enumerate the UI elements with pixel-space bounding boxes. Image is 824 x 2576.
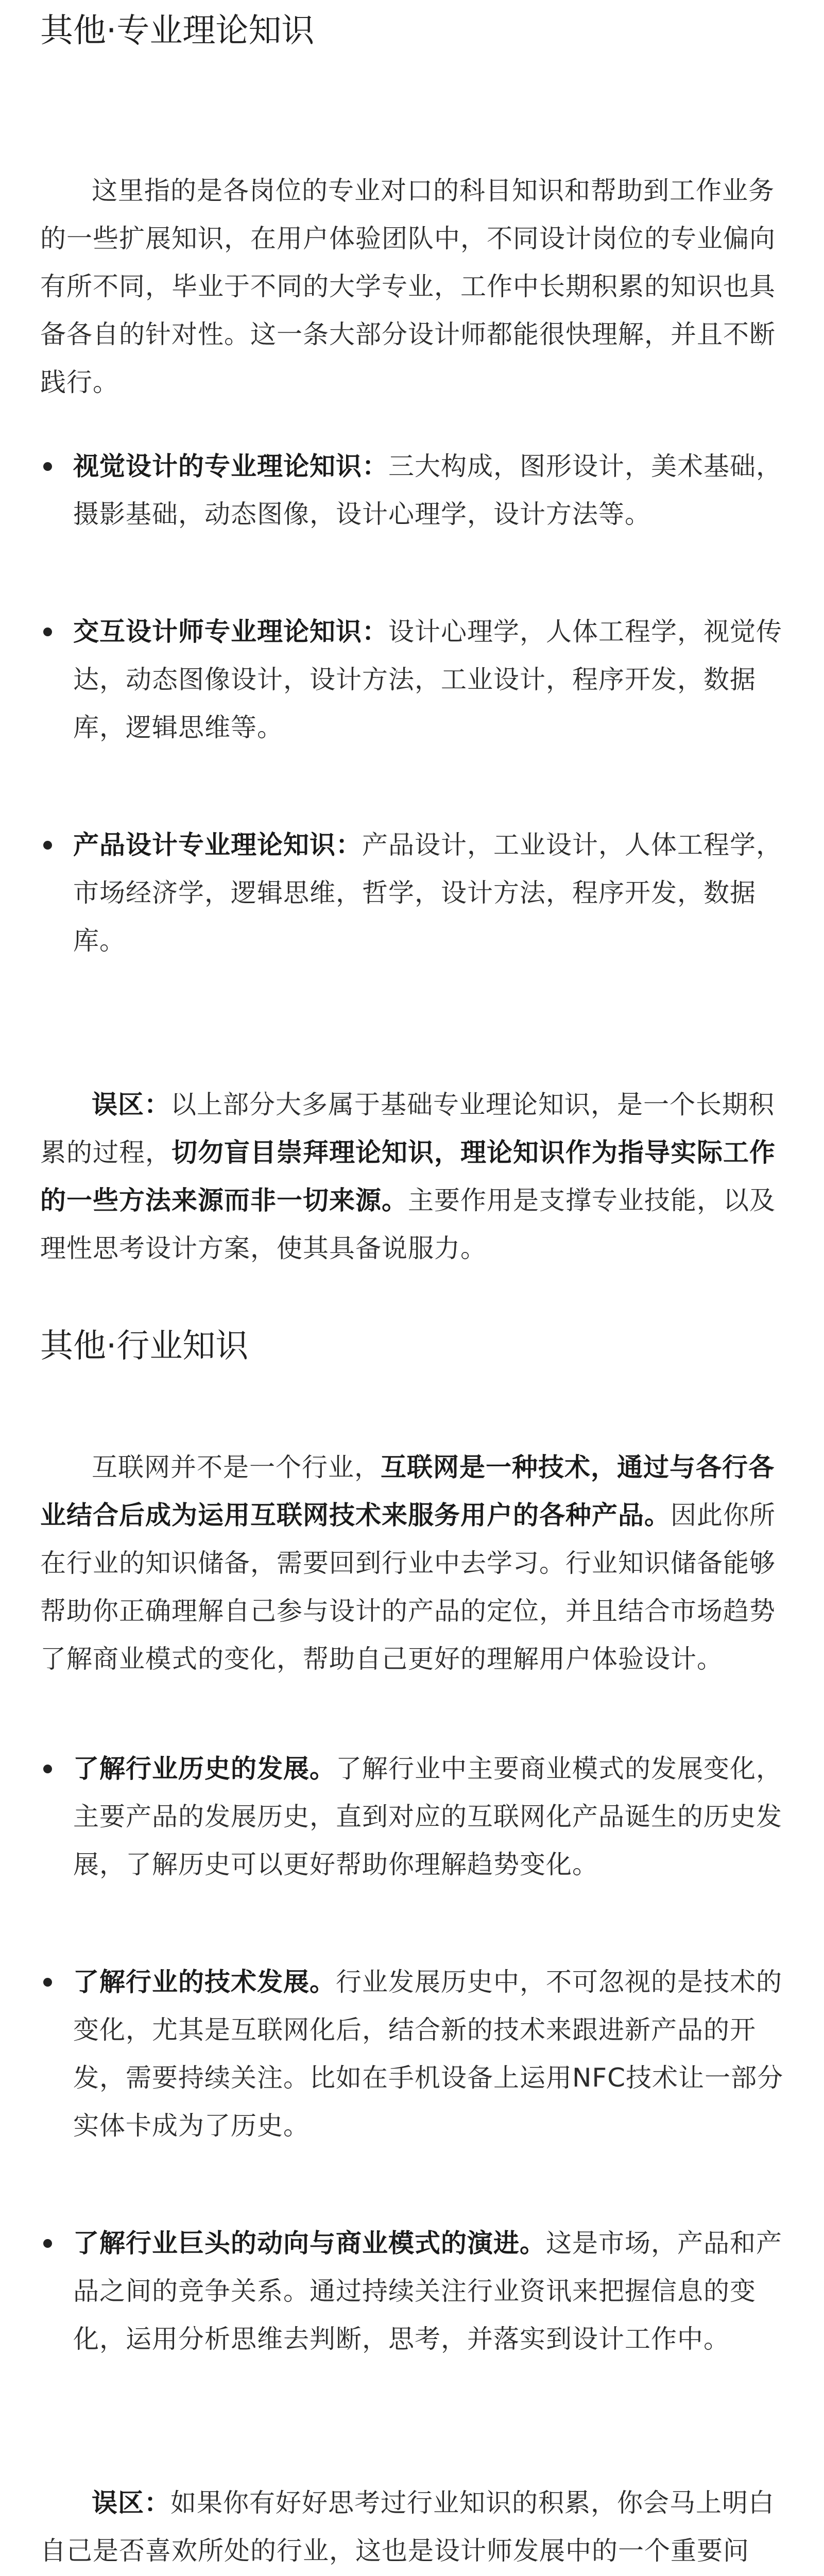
list-item-text: 了解行业中主要商业模式的发展变化，主要产品的发展历史，直到对应的互联网化产品诞生的历史发展，了解历史可以更好帮助你理解趋势变化。	[73, 1753, 782, 1879]
industry-knowledge-list	[40, 1745, 784, 2363]
list-item-text: 这是市场，产品和产品之间的竞争关系。通过持续关注行业资讯来把握信息的变化，运用分析思维去判断，思考，并落实到设计工作中。	[73, 2228, 782, 2354]
intro-emphasis: 互联网是一种技术，通过与各行各业结合后成为运用互联网技术来服务用户的各种产品。	[40, 1452, 775, 1530]
intro-text: 互联网并不是一个行业，	[92, 1452, 381, 1482]
list-item-label: 了解行业的技术发展。	[73, 1967, 336, 1997]
misconception-text: 如果你有好好思考过行业知识的积累，你会马上明白自己是否喜欢所处的行业，这也是设计师发展中的一个重要问	[40, 2487, 775, 2566]
list-item-label: 视觉设计的专业理论知识：	[73, 451, 388, 481]
intro-paragraph-professional-theory: 这里指的是各岗位的专业对口的科目知识和帮助到工作业务的一些扩展知识，在用户体验团队中，不同设计岗位的专业偏向有所不同，毕业于不同的大学专业，工作中长期积累的知识也具备各自的针对性。这一条大部分设计师都能很快理解，并且不断践行。	[40, 175, 776, 397]
intro-paragraph-industry-knowledge	[40, 1444, 784, 1683]
list-item-product-design-theory	[40, 821, 784, 965]
misconception-label: 误区：	[92, 2487, 170, 2518]
misconception-emphasis: 切勿盲目崇拜理论知识，理论知识作为指导实际工作的一些方法来源而非一切来源。	[40, 1137, 776, 1215]
list-item-text: 行业发展历史中，不可忽视的是技术的变化，尤其是互联网化后，结合新的技术来跟进新产品的开发，需要持续关注。比如在手机设备上运用NFC技术让一部分实体卡成为了历史。	[73, 1967, 784, 2141]
misconception-paragraph-industry-knowledge	[40, 2479, 784, 2576]
list-item-text: 三大构成，图形设计，美术基础，摄影基础，动态图像，设计心理学，设计方法等。	[73, 451, 782, 529]
list-item-label: 了解行业历史的发展。	[73, 1753, 336, 1784]
section-title-professional-theory: 其他·专业理论知识	[40, 12, 315, 50]
list-item-visual-design-theory	[40, 443, 784, 538]
list-item-industry-technology	[40, 1958, 784, 2150]
professional-theory-list	[40, 443, 784, 965]
list-item-industry-leaders	[40, 2219, 784, 2363]
list-item-label: 了解行业巨头的动向与商业模式的演进。	[73, 2228, 546, 2258]
list-item-text: 设计心理学，人体工程学，视觉传达，动态图像设计，设计方法，工业设计，程序开发，数据库，逻辑思维等。	[73, 616, 782, 742]
misconception-text: 主要作用是支撑专业技能，以及理性思考设计方案，使其具备说服力。	[40, 1185, 776, 1263]
misconception-label: 误区：	[92, 1089, 170, 1120]
misconception-text: 以上部分大多属于基础专业理论知识，是一个长期积累的过程，	[40, 1089, 775, 1167]
intro-text: 因此你所在行业的知识储备，需要回到行业中去学习。行业知识储备能够帮助你正确理解自己参与设计的产品的定位，并且结合市场趋势了解商业模式的变化，帮助自己更好的理解用户体验设计。	[40, 1500, 776, 1674]
list-item-label: 交互设计师专业理论知识：	[73, 616, 388, 647]
list-item-label: 产品设计专业理论知识：	[73, 829, 362, 860]
section-title-industry-knowledge: 其他·行业知识	[40, 1327, 249, 1365]
list-item-industry-history	[40, 1745, 784, 1889]
list-item-interaction-design-theory	[40, 608, 784, 752]
list-item-text: 产品设计，工业设计，人体工程学，市场经济学，逻辑思维，哲学，设计方法，程序开发，数据库。	[73, 829, 782, 956]
misconception-paragraph-professional-theory	[40, 1081, 784, 1273]
